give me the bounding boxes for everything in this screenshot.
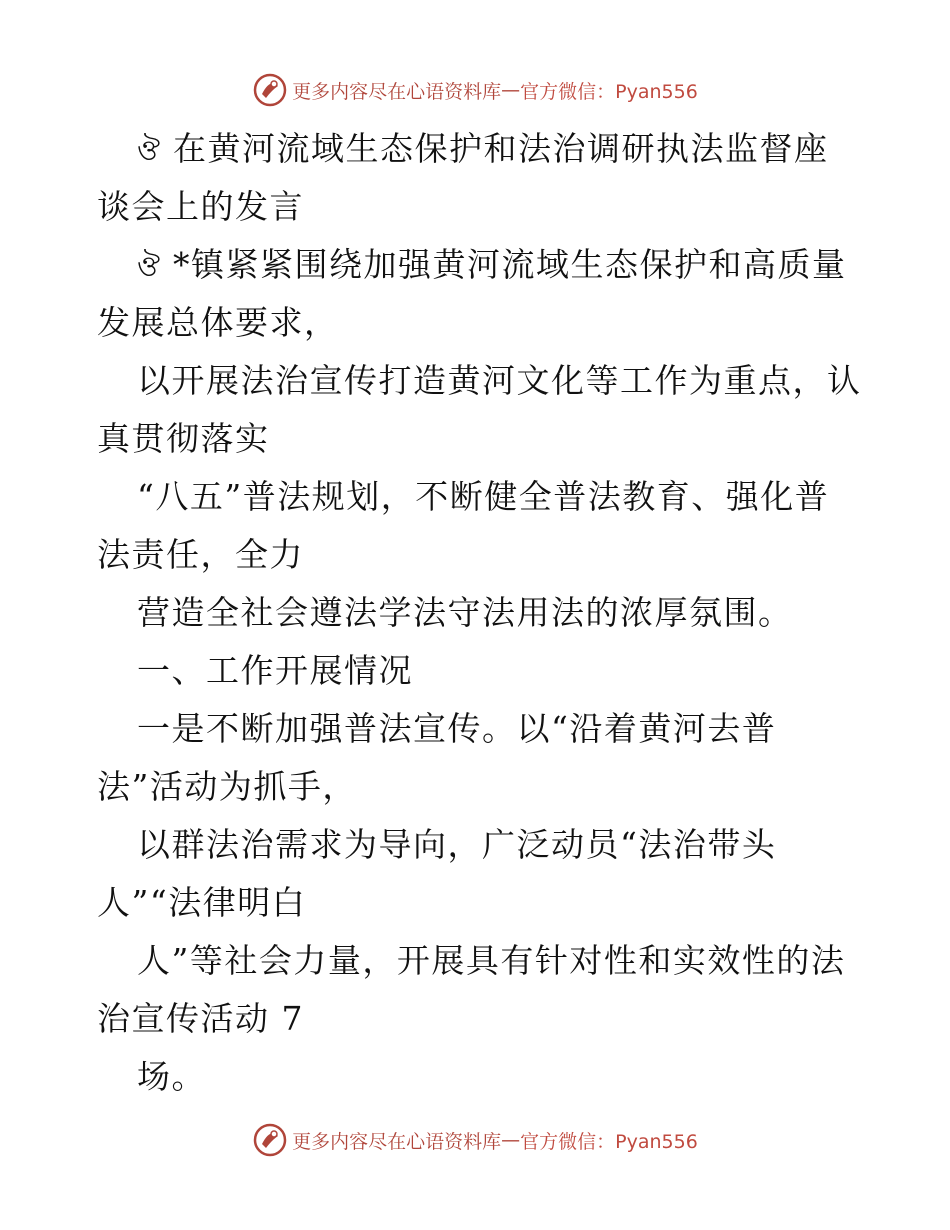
watermark-banner-top [0,70,950,110]
decorative-bullet-icon: ঔ [137,250,162,283]
text-line [97,816,857,874]
watermark-separator: — [501,79,521,101]
text-line-content: 场。 [137,1057,206,1096]
text-line [97,410,857,468]
watermark-wechat: 官方微信：Pyan556 [520,1130,698,1153]
watermark-wechat: 官方微信：Pyan556 [520,80,698,103]
text-line [97,932,857,990]
text-line [97,642,857,700]
text-line-content: 法”活动为抓手， [97,767,357,806]
document-body [97,120,862,1106]
text-line-content: 谈会上的发言 [97,187,304,226]
text-line-content: 以群法治需求为导向，广泛动员“法治带头 [137,825,777,864]
text-line [97,468,857,526]
text-line [97,874,857,932]
text-line [97,352,862,410]
text-line-content: 人”“法律明白 [97,883,307,922]
watermark-separator: — [501,1129,521,1151]
text-line-content: 一是不断加强普法宣传。以“沿着黄河去普 [137,709,777,748]
text-line [97,236,857,294]
text-line [97,120,857,178]
document-text [97,120,862,1106]
text-line [97,584,857,642]
watermark-text: 更多内容尽在心语资料库 [292,80,502,103]
text-line-content: 人”等社会力量，开展具有针对性和实效性的法 [137,941,846,980]
text-line-content: *镇紧紧围绕加强黄河流域生态保护和高质量 [173,245,847,284]
text-line-content: “八五”普法规划，不断健全普法教育、强化普 [137,477,830,516]
watermark-banner-bottom [0,1120,950,1160]
text-line-content: 法责任，全力 [97,535,304,574]
text-line [97,294,857,352]
text-line-content: 发展总体要求， [97,303,339,342]
text-line [97,758,857,816]
text-line-content: 营造全社会遵法学法守法用法的浓厚氛围。 [137,593,793,632]
text-line-content: 真贯彻落实 [97,419,270,458]
text-line [97,178,857,236]
text-line-content: 一、工作开展情况 [137,651,413,690]
text-line [97,1048,857,1106]
brand-logo-icon [252,1122,288,1158]
text-line [97,700,857,758]
text-line [97,526,857,584]
text-line [97,990,857,1048]
brand-logo-icon [252,72,288,108]
text-line-content: 以开展法治宣传打造黄河文化等工作为重点，认 [137,361,862,400]
text-line-content: 在黄河流域生态保护和法治调研执法监督座 [173,129,829,168]
text-line-content: 治宣传活动 7 [97,999,304,1038]
watermark-text: 更多内容尽在心语资料库 [292,1130,502,1153]
decorative-bullet-icon: ঔ [137,134,162,167]
